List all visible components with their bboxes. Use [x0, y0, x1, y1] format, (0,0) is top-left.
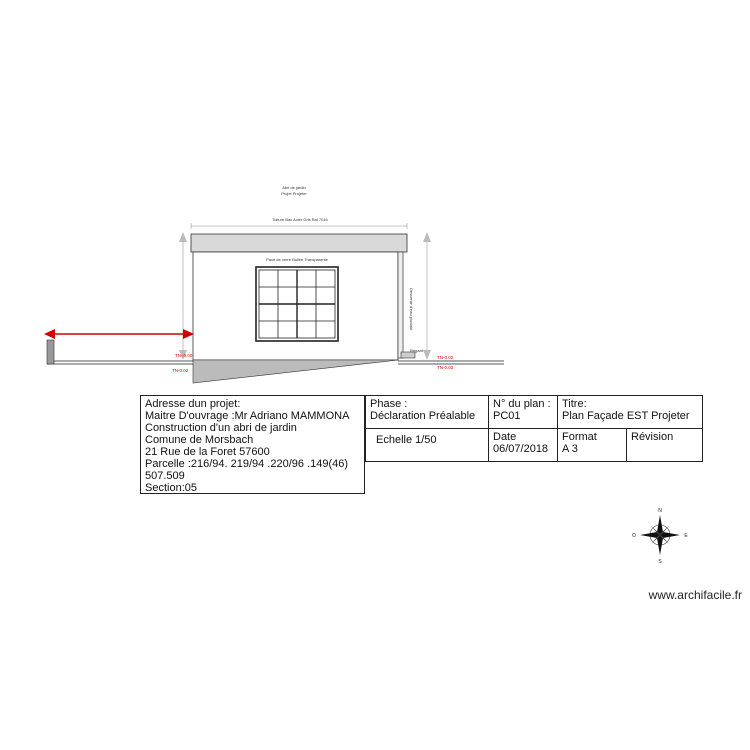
address-cell	[140, 395, 365, 494]
site-watermark: www.archifacile.fr	[648, 588, 742, 602]
plan-number-label: N° du plan :	[493, 398, 551, 410]
address-line: 21 Rue de la Foret 57600	[145, 446, 270, 458]
downpipe-label: Descente d'eau pluviale	[409, 288, 414, 331]
title-cell	[557, 395, 703, 429]
roof-label: Toiture Bac Acier Gris Ral 7016	[272, 217, 328, 222]
title-value: Plan Façade EST Projeter	[562, 410, 690, 422]
address-line: 507.509	[145, 470, 185, 482]
scale-cell	[365, 428, 489, 462]
roof-width-dimension	[191, 223, 407, 229]
phase-cell	[365, 395, 489, 429]
address-line: Parcelle :216/94. 219/94 .220/96 .149(46)	[145, 458, 349, 470]
fence-post	[47, 340, 54, 364]
level-right-1: TN-0.02	[437, 355, 454, 360]
boundary-distance-dimension	[44, 329, 194, 339]
compass-north: N	[658, 508, 662, 514]
format-label: Format	[562, 431, 597, 443]
roof	[191, 234, 407, 252]
height-dimension-right	[423, 232, 431, 360]
address-line: Maitre D'ouvrage :Mr Adriano MAMMONA	[145, 410, 350, 422]
plan-number-cell	[488, 395, 558, 429]
foundation-slab	[193, 360, 398, 383]
revision-label: Révision	[631, 431, 674, 443]
date-cell	[488, 428, 558, 462]
compass-west: O	[632, 533, 636, 539]
regard-label: Regard	[410, 348, 424, 353]
date-value: 06/07/2018	[493, 443, 549, 455]
compass-south: S	[658, 559, 662, 565]
address-title: Adresse dun projet:	[145, 398, 241, 410]
format-value: A 3	[562, 443, 578, 455]
height-dimension-left	[179, 232, 187, 360]
level-left-2: TN-0.02	[172, 368, 189, 373]
date-label: Date	[493, 431, 517, 443]
scale-value: Echelle 1/50	[376, 434, 437, 446]
title-label: Titre:	[562, 398, 587, 410]
project-header-line-1: Abri de jardin	[282, 185, 306, 190]
compass-rose	[640, 515, 680, 555]
address-line: Construction d'un abri de jardin	[145, 422, 297, 434]
phase-value: Déclaration Préalable	[370, 410, 476, 422]
compass-east: E	[684, 533, 688, 539]
glass-block-window	[256, 267, 338, 341]
address-line: Section:05	[145, 482, 197, 494]
revision-cell	[626, 428, 703, 462]
format-cell	[557, 428, 627, 462]
window-label: Pavé de verre Bullée Transparente	[266, 257, 328, 262]
plan-number-value: PC01	[493, 410, 521, 422]
level-right-2: TN-0.02	[437, 365, 454, 370]
project-header-line-2: Projet Projeter	[281, 191, 307, 196]
level-left-1: TN=0.00	[175, 353, 193, 358]
address-line: Comune de Morsbach	[145, 434, 254, 446]
phase-label: Phase :	[370, 398, 408, 410]
